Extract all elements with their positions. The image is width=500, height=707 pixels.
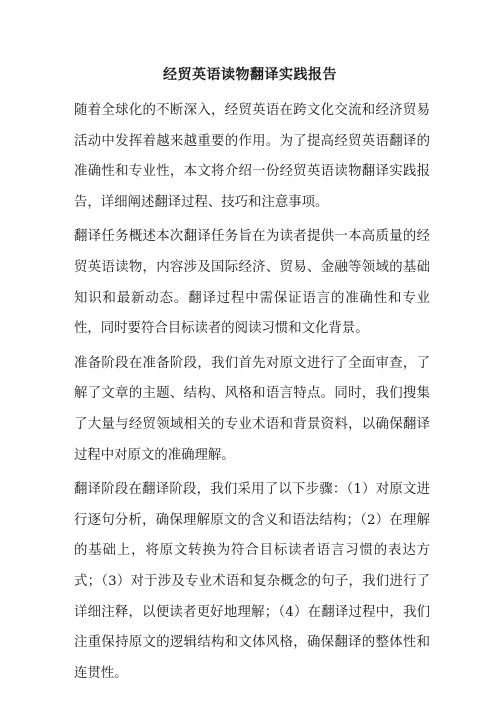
paragraph-task-overview: 翻译任务概述本次翻译任务旨在为读者提供一本高质量的经贸英语读物，内容涉及国际经济、贸易、金融等领域的基础知识和最新动态。翻译过程中需保证语言的准确性和专业性，同时要符合目标读者的阅读习惯和文化背景。 bbox=[74, 229, 430, 337]
paragraph-intro: 随着全球化的不断深入，经贸英语在跨文化交流和经济贸易活动中发挥着越来越重要的作用。为了提高经贸英语翻译的准确性和专业性，本文将介绍一份经贸英语读物翻译实践报告，详细阐述翻译过程、技巧和注意事项。 bbox=[74, 103, 430, 210]
document-body bbox=[74, 96, 430, 693]
paragraph-preparation: 准备阶段在准备阶段，我们首先对原文进行了全面审查，了解了文章的主题、结构、风格和语言特点。同时，我们搜集了大量与经贸领域相关的专业术语和背景资料，以确保翻译过程中对原文的准确理解。 bbox=[74, 355, 430, 463]
paragraph-translation: 翻译阶段在翻译阶段，我们采用了以下步骤：（1）对原文进行逐句分析，确保理解原文的含义和语法结构；（2）在理解的基础上，将原文转换为符合目标读者语言习惯的表达方式；（3）对于涉及专业术语和复杂概念的句子，我们进行了详细注释，以便读者更好地理解；（4）在翻译过程中，我们注重保持原文的逻辑结构和文体风格，确保翻译的整体性和连贯性。 bbox=[74, 482, 430, 681]
page-title: 经贸英语读物翻译实践报告 bbox=[163, 67, 337, 83]
